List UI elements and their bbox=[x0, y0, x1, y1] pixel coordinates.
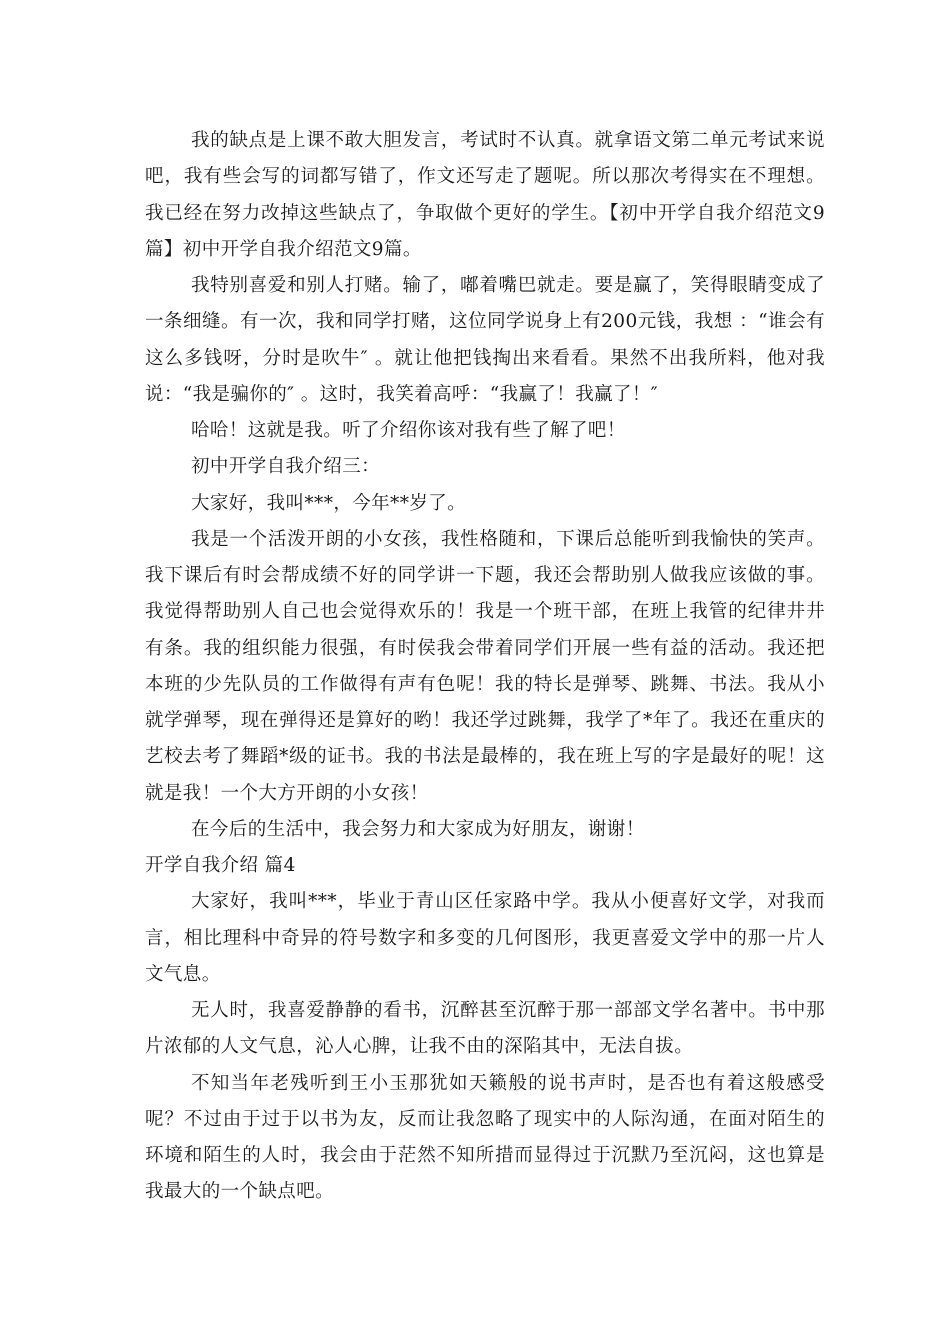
paragraph: 我特别喜爱和别人打赌。输了，嘟着嘴巴就走。要是赢了，笑得眼睛变成了一条细缝。有一次，我和同学打赌，这位同学说身上有200元钱，我想 ：“谁会有这么多钱呀，分时是吹牛″ 。就让他把钱掏出来看看。果然不出我所料，他对我说：“我是骗你的″ 。这时，我笑着高呼：“我赢了！我赢了！″ bbox=[145, 275, 825, 405]
section-heading: 开学自我介绍 篇4 bbox=[145, 855, 296, 876]
paragraph: 无人时，我喜爱静静的看书，沉醉甚至沉醉于那一部部文学名著中。书中那片浓郁的人文气息，沁人心脾，让我不由的深陷其中，无法自拔。 bbox=[145, 1000, 825, 1058]
paragraph: 我的缺点是上课不敢大胆发言，考试时不认真。就拿语文第二单元考试来说吧，我有些会写的词都写错了，作文还写走了题呢。所以那次考得实在不理想。我已经在努力改掉这些缺点了，争取做个更好的学生。【初中开学自我介绍范文9篇】初中开学自我介绍范文9篇。 bbox=[145, 130, 825, 260]
document-body bbox=[145, 123, 825, 1211]
paragraph: 大家好，我叫***，毕业于青山区任家路中学。我从小便喜好文学，对我而言，相比理科中奇异的符号数字和多变的几何图形，我更喜爱文学中的那一片人文气息。 bbox=[145, 891, 825, 985]
paragraph: 我是一个活泼开朗的小女孩，我性格随和，下课后总能听到我愉快的笑声。我下课后有时会帮成绩不好的同学讲一下题，我还会帮助别人做我应该做的事。我觉得帮助别人自己也会觉得欢乐的！我是一个班干部，在班上我管的纪律井井有条。我的组织能力很强，有时侯我会带着同学们开展一些有益的活动。我还把本班的少先队员的工作做得有声有色呢！我的特长是弹琴、跳舞、书法。我从小就学弹琴，现在弹得还是算好的哟！我还学过跳舞，我学了*年了。我还在重庆的艺校去考了舞蹈*级的证书。我的书法是最棒的，我在班上写的字是最好的呢！这就是我！一个大方开朗的小女孩！ bbox=[145, 528, 825, 804]
paragraph: 哈哈！这就是我。听了介绍你该对我有些了解了吧！ bbox=[191, 420, 626, 441]
paragraph: 不知当年老残听到王小玉那犹如天籁般的说书声时，是否也有着这般感受呢？不过由于过于以书为友，反而让我忽略了现实中的人际沟通，在面对陌生的环境和陌生的人时，我会由于茫然不知所措而显得过于沉默乃至沉闷，这也算是我最大的一个缺点吧。 bbox=[145, 1072, 825, 1203]
paragraph: 初中开学自我介绍三： bbox=[191, 456, 381, 478]
paragraph: 在今后的生活中，我会努力和大家成为好朋友，谢谢！ bbox=[191, 818, 645, 840]
paragraph: 大家好，我叫***，今年**岁了。 bbox=[191, 492, 467, 514]
